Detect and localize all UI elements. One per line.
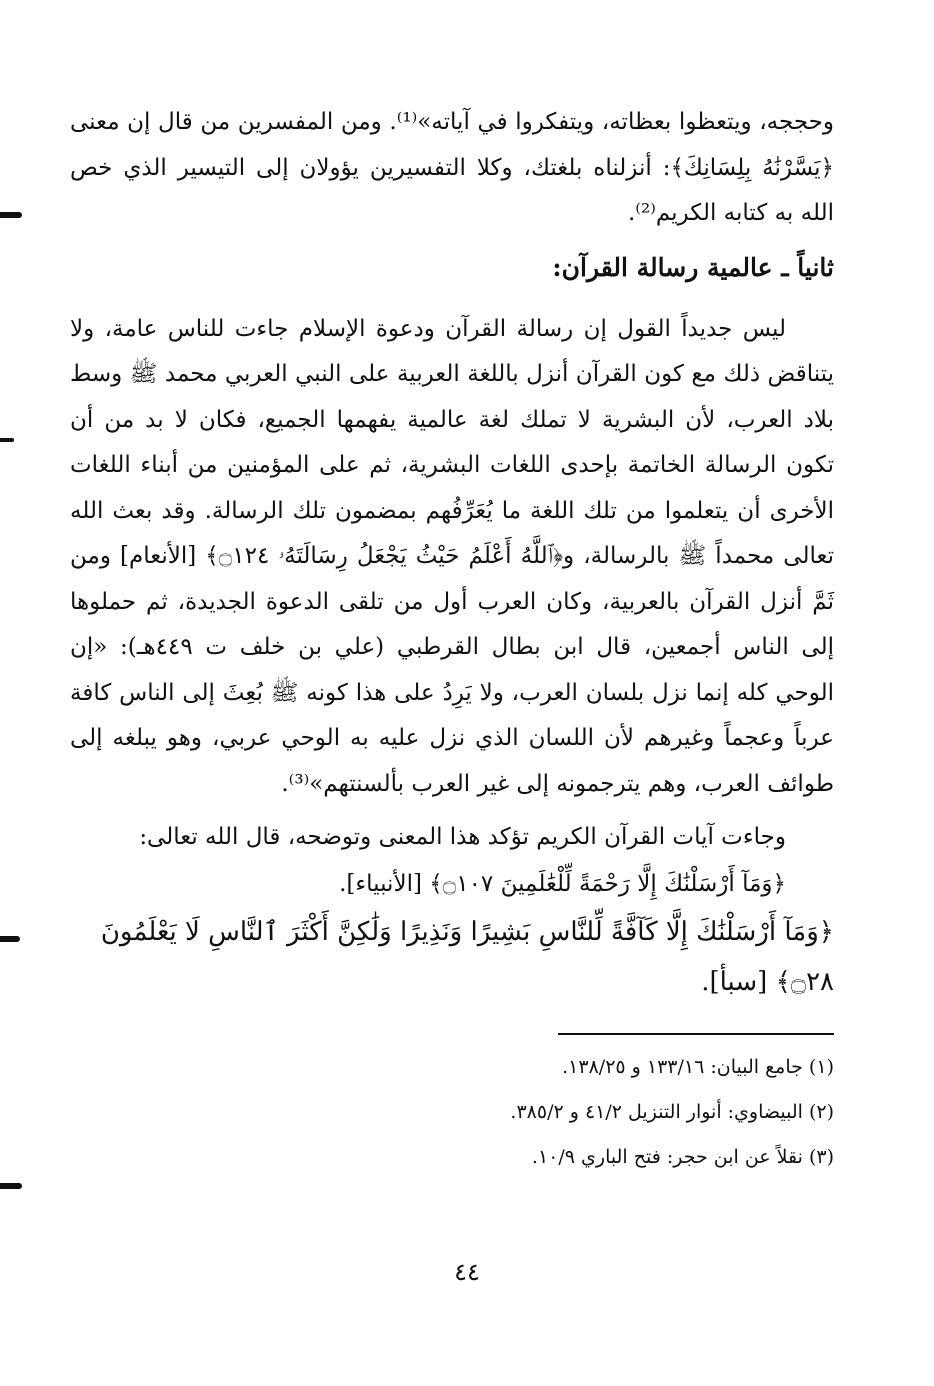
scan-edge-mark-4 [0,1183,22,1189]
paragraph-verses-intro: وجاءت آيات القرآن الكريم تؤكد هذا المعنى وتوضحه، قال الله تعالى: [139,824,786,850]
paragraph-main: ليس جديداً القول إن رسالة القرآن ودعوة الإسلام جاءت للناس عامة، ولا يتناقض ذلك مع كون القرآن أنزل باللغة العربية على النبي العربي محمد ﷺ وسط بلاد العرب، لأن البشرية لا تملك لغة عالمية يفهمها الجميع، فكان لا بد من أن تكون الرسالة الخاتمة بإحدى اللغات البشرية، ثم على المؤمنين من أبناء اللغات الأخرى أن يتعلموا من تلك اللغة ما يُعَرِّفُهم بمضمون تلك الرسالة. وقد بعث الله تعالى محمداً ﷺ بالرسالة، و﴿ٱللَّهُ أَعْلَمُ حَيْثُ يَجْعَلُ رِسَالَتَهُۥ ۝١٢٤﴾ [الأنعام] ومن ثَمَّ أنزل القرآن بالعربية، وكان العرب أول من تلقى الدعوة الجديدة، ثم حملوها إلى الناس أجمعين، قال ابن بطال القرطبي (علي بن خلف ت ٤٤٩هـ): «إن الوحي كله إنما نزل بلسان العرب، ولا يَرِدُ على هذا كونه ﷺ بُعِثَ إلى الناس كافة عرباً وعجماً وغيرهم لأن اللسان الذي نزل عليه به الوحي عربي، وهو يبلغه إلى طوائف العرب، وهم يترجمونه إلى غير العرب بألسنتهم»⁽³⁾. [70,315,834,797]
scan-edge-mark-1 [0,212,22,218]
scan-edge-mark-3 [0,936,20,942]
footnote-3: (٣) نقلاً عن ابن حجر: فتح الباري ١٠/٩. [531,1145,834,1168]
footnote-2: (٢) البيضاوي: أنوار التنزيل ٤١/٢ و ٣٨٥/٢. [510,1100,834,1123]
quran-verse-anbiya: ﴿وَمَآ أَرْسَلْنَٰكَ إِلَّا رَحْمَةً لِّلْعَٰلَمِينَ ۝١٠٧﴾ [الأنبياء]. [339,870,786,897]
footnote-divider [558,1033,834,1035]
paragraph-intro: وحججه، ويتعظوا بعظاته، ويتفكروا في آياته»⁽¹⁾. ومن المفسرين من قال إن معنى ﴿يَسَّرْنَٰهُ بِلِسَانِكَ﴾: أنزلناه بلغتك، وكلا التفسيرين يؤولان إلى التيسير الذي خص الله به كتابه الكريم⁽²⁾. [70,109,834,226]
page-number: ٤٤ [454,1258,480,1286]
section-heading: ثانياً ـ عالمية رسالة القرآن: [552,252,834,282]
scan-edge-mark-2 [0,438,14,442]
footnote-1: (١) جامع البيان: ١٣٣/١٦ و ١٣٨/٢٥. [562,1055,834,1078]
quran-verse-saba: ﴿وَمَآ أَرْسَلْنَٰكَ إِلَّا كَآفَّةً لِّلنَّاسِ بَشِيرًا وَنَذِيرًا وَلَٰكِنَّ أَكْثَرَ ٱلنَّاسِ لَا يَعْلَمُونَ ۝٢٨﴾ [سبأ]. [100,916,834,997]
footnotes [70,1045,834,1180]
page-body [70,100,834,1180]
